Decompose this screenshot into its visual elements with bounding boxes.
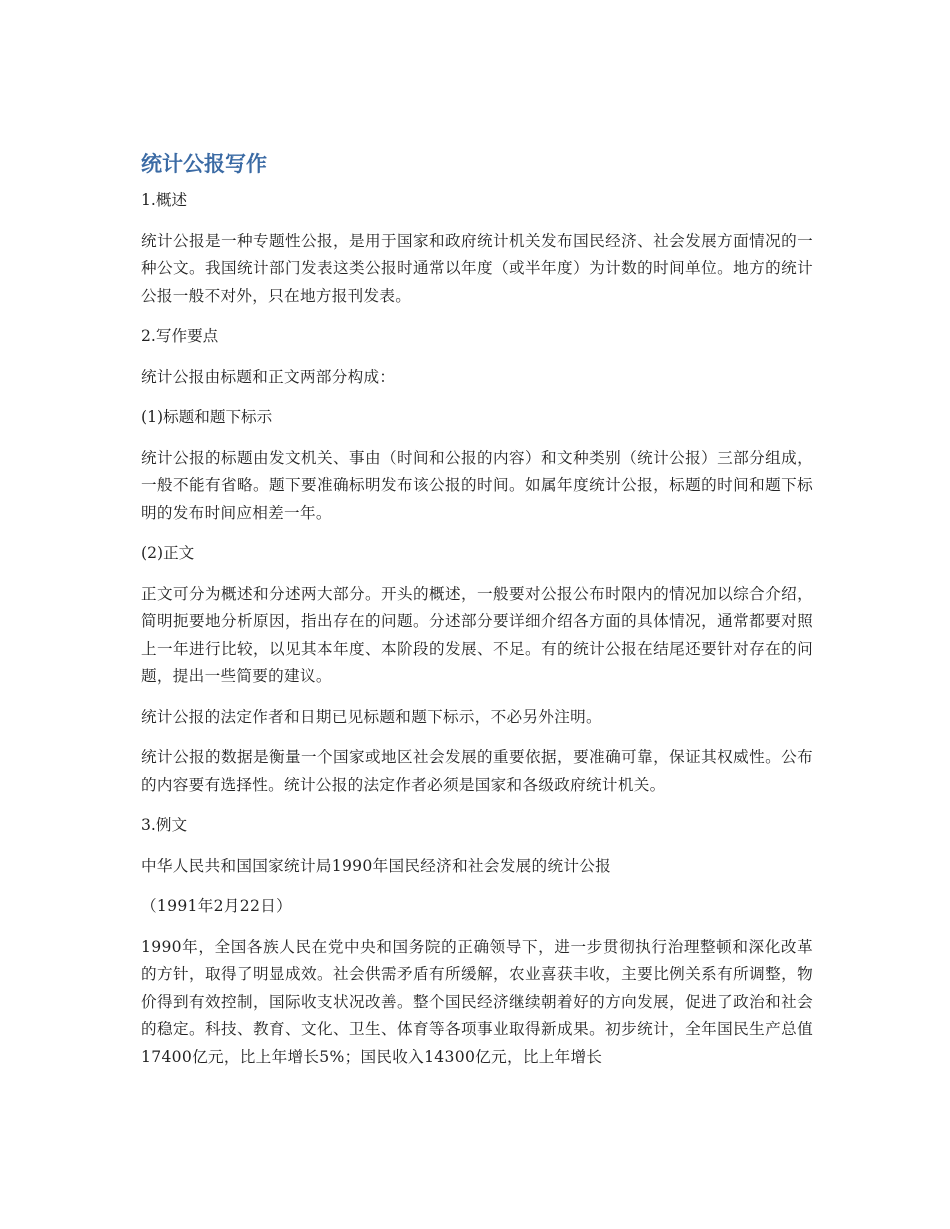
paragraph-composition: 统计公报由标题和正文两部分构成： <box>141 367 396 386</box>
subheading-body: (2)正文 <box>141 544 195 562</box>
section-heading-writing-points: 2.写作要点 <box>141 327 219 345</box>
example-date: （1991年2月22日） <box>141 897 293 915</box>
example-body-paragraph: 1990年，全国各族人民在党中央和国务院的正确领导下，进一步贯彻执行治理整顿和深化改革的方针，取得了明显成效。社会供需矛盾有所缓解，农业喜获丰收，主要比例关系有所调整，物价得到有效控制，国际收支状况改善。整个国民经济继续朝着好的方向发展，促进了政治和社会的稳定。科技、教育、文化、卫生、体育等各项事业取得新成果。初步统计，全年国民生产总值17400亿元，比上年增长5%；国民收入14300亿元，比上年增长 <box>141 937 813 1066</box>
paragraph-body-rules: 正文可分为概述和分述两大部分。开头的概述，一般要对公报公布时限内的情况加以综合介绍，简明扼要地分析原因，指出存在的问题。分述部分要详细介绍各方面的具体情况，通常都要对照上一年进行比较，以见其本年度、本阶段的发展、不足。有的统计公报在结尾还要针对存在的问题，提出一些简要的建议。 <box>141 584 813 685</box>
document-body <box>141 187 813 1071</box>
paragraph-data-authority: 统计公报的数据是衡量一个国家或地区社会发展的重要依据，要准确可靠，保证其权威性。公布的内容要有选择性。统计公报的法定作者必须是国家和各级政府统计机关。 <box>141 748 813 794</box>
section-heading-example: 3.例文 <box>141 816 188 834</box>
paragraph-author-date: 统计公报的法定作者和日期已见标题和题下标示，不必另外注明。 <box>141 707 602 726</box>
example-title: 中华人民共和国国家统计局1990年国民经济和社会发展的统计公报 <box>141 856 612 875</box>
subheading-title-and-subtitle: (1)标题和题下标示 <box>141 408 273 426</box>
paragraph-overview: 统计公报是一种专题性公报，是用于国家和政府统计机关发布国民经济、社会发展方面情况的一种公文。我国统计部门发表这类公报时通常以年度（或半年度）为计数的时间单位。地方的统计公报一般不对外，只在地方报刊发表。 <box>141 231 813 305</box>
document-title: 统计公报写作 <box>141 152 267 176</box>
paragraph-title-rules: 统计公报的标题由发文机关、事由（时间和公报的内容）和文种类别（统计公报）三部分组成，一般不能有省略。题下要准确标明发布该公报的时间。如属年度统计公报，标题的时间和题下标明的发布时间应相差一年。 <box>141 448 813 522</box>
section-heading-overview: 1.概述 <box>141 191 188 209</box>
document-page <box>141 148 813 1084</box>
